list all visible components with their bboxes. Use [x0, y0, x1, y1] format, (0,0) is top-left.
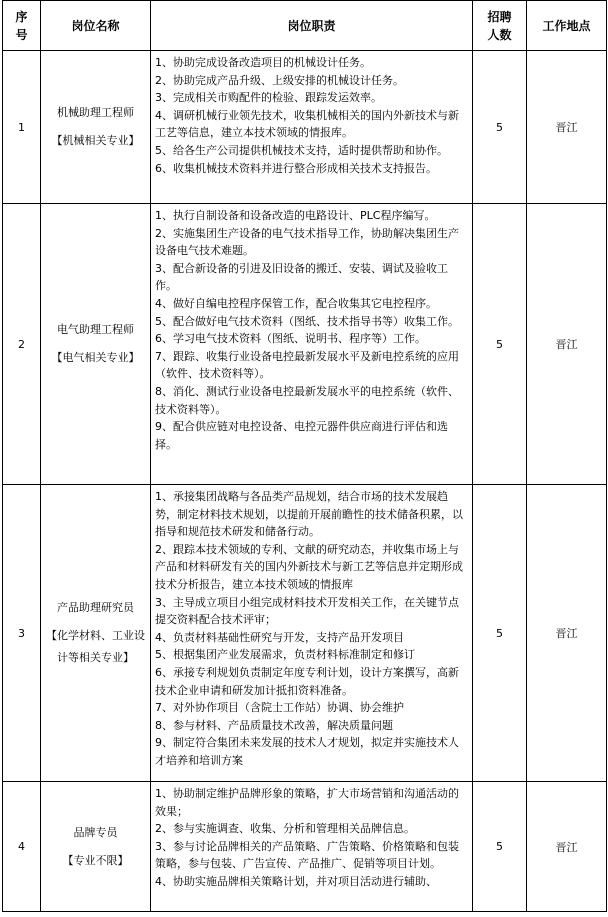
duty-line: 1、执行自制设备和设备改造的电路设计、PLC程序编写。 — [155, 209, 436, 222]
position-duties — [151, 204, 473, 485]
duty-line: 6、承接专利规划负责制定年度专利计划，设计方案撰写，高新技术企业申请和研发加计抵扣资料准备。 — [155, 665, 459, 697]
position-duties — [151, 485, 473, 782]
duty-line: 3、配合新设备的引进及旧设备的搬迁、安装、调试及验收工作。 — [155, 261, 448, 293]
header-no: 序号 — [3, 1, 41, 51]
duty-line: 3、主导成立项目小组完成材料技术开发相关工作，在关键节点提交资料配合技术评审； — [155, 595, 459, 627]
duty-line: 3、参与讨论品牌相关的产品策略、广告策略、价格策略和包装策略，参与包装、广告宣传、产品推广、促销等项目计划。 — [155, 839, 459, 871]
work-location: 晋江 — [527, 204, 607, 485]
row-number: 3 — [3, 485, 41, 782]
position-title: 品牌专员 — [73, 825, 118, 839]
duty-line: 1、协助制定维护品牌形象的策略，扩大市场营销和沟通活动的效果； — [155, 787, 459, 818]
position-title: 产品助理研究员 — [57, 601, 134, 614]
headcount: 5 — [473, 782, 527, 912]
table-header-row — [3, 1, 607, 51]
duty-line: 7、对外协作项目（含院士工作站）协调、协会维护 — [155, 701, 404, 715]
duty-line: 5、给各生产公司提供机械技术支持，适时提供帮助和协作。 — [155, 143, 448, 157]
position-name — [41, 51, 151, 204]
duty-line: 2、实施集团生产设备的电气技术指导工作，协助解决集团生产设备电气技术难题。 — [155, 226, 459, 258]
duty-line: 2、参与实施调查、收集、分析和管理相关品牌信息。 — [155, 822, 415, 836]
duty-line: 4、协助实施品牌相关策略计划，并对项目活动进行辅助、 — [155, 874, 437, 888]
position-major: 【专业不限】 — [62, 853, 129, 867]
row-number: 1 — [3, 51, 41, 204]
duty-line: 2、跟踪本技术领域的专利、文献的研究动态，并收集市场上与产品和材料研发有关的国内外新技术与新工艺等信息并定期形成技术分析报告，建立本技术领域的情报库 — [155, 542, 463, 591]
headcount: 5 — [473, 204, 527, 485]
position-title: 机械助理工程师 — [57, 106, 134, 119]
duty-line: 1、协助完成设备改造项目的机械设计任务。 — [155, 56, 371, 69]
work-location: 晋江 — [527, 782, 607, 912]
table-row — [3, 782, 607, 912]
duty-line: 5、根据集团产业发展需求，负责材料标准制定和修订 — [155, 648, 415, 662]
work-location: 晋江 — [527, 485, 607, 782]
header-duty: 岗位职责 — [151, 1, 473, 51]
duty-line: 4、做好自编电控程序保管工作，配合收集其它电控程序。 — [155, 296, 437, 310]
position-major: 【电气相关专业】 — [51, 351, 140, 364]
headcount: 5 — [473, 485, 527, 782]
duty-line: 5、配合做好电气技术资料（图纸、技术指导书等）收集工作。 — [155, 314, 459, 328]
duty-line: 4、调研机械行业领先技术，收集机械相关的国内外新技术与新工艺等信息，建立本技术领域的情报库。 — [155, 108, 459, 140]
duty-line: 9、配合供应链对电控设备、电控元器件供应商进行评估和选择。 — [155, 420, 448, 451]
position-name — [41, 485, 151, 782]
work-location: 晋江 — [527, 51, 607, 204]
duty-line: 2、协助完成产品升级、上级安排的机械设计任务。 — [155, 73, 404, 87]
position-duties — [151, 51, 473, 204]
duty-line: 7、跟踪、收集行业设备电控最新发展水平及新电控系统的应用（软件、技术资料等）。 — [155, 349, 459, 381]
duty-line: 8、参与材料、产品质量技术改善，解决质量问题 — [155, 718, 393, 732]
duty-line: 6、学习电气技术资料（图纸、说明书、程序等）工作。 — [155, 332, 426, 346]
header-count: 招聘人数 — [473, 1, 527, 51]
duty-line: 4、负责材料基础性研究与开发，支持产品开发项目 — [155, 630, 404, 644]
duty-line: 3、完成相关市购配件的检验、跟踪发运效率。 — [155, 91, 382, 105]
job-table — [2, 0, 607, 912]
position-title: 电气助理工程师 — [57, 323, 134, 336]
duty-line: 1、承接集团战略与各品类产品规划，结合市场的技术发展趋势，制定材料技术规划，以提前开展前瞻性的技术储备积累，以指导和规范技术研发和储备行动。 — [155, 490, 463, 539]
position-name — [41, 782, 151, 912]
table-row — [3, 204, 607, 485]
header-location: 工作地点 — [527, 1, 607, 51]
row-number: 2 — [3, 204, 41, 485]
position-name — [41, 204, 151, 485]
table-row — [3, 51, 607, 204]
duty-line: 9、制定符合集团未来发展的技术人才规划，拟定并实施技术人才培养和培训方案 — [155, 736, 459, 767]
header-name: 岗位名称 — [41, 1, 151, 51]
position-duties — [151, 782, 473, 912]
duty-line: 8、消化、测试行业设备电控最新发展水平的电控系统（软件、技术资料等）。 — [155, 384, 459, 416]
row-number: 4 — [3, 782, 41, 912]
duty-line: 6、收集机械技术资料并进行整合形成相关技术支持报告。 — [155, 161, 437, 175]
position-major: 【化学材料、工业设计等相关专业】 — [46, 629, 145, 664]
position-major: 【机械相关专业】 — [51, 134, 140, 147]
headcount: 5 — [473, 51, 527, 204]
table-row — [3, 485, 607, 782]
